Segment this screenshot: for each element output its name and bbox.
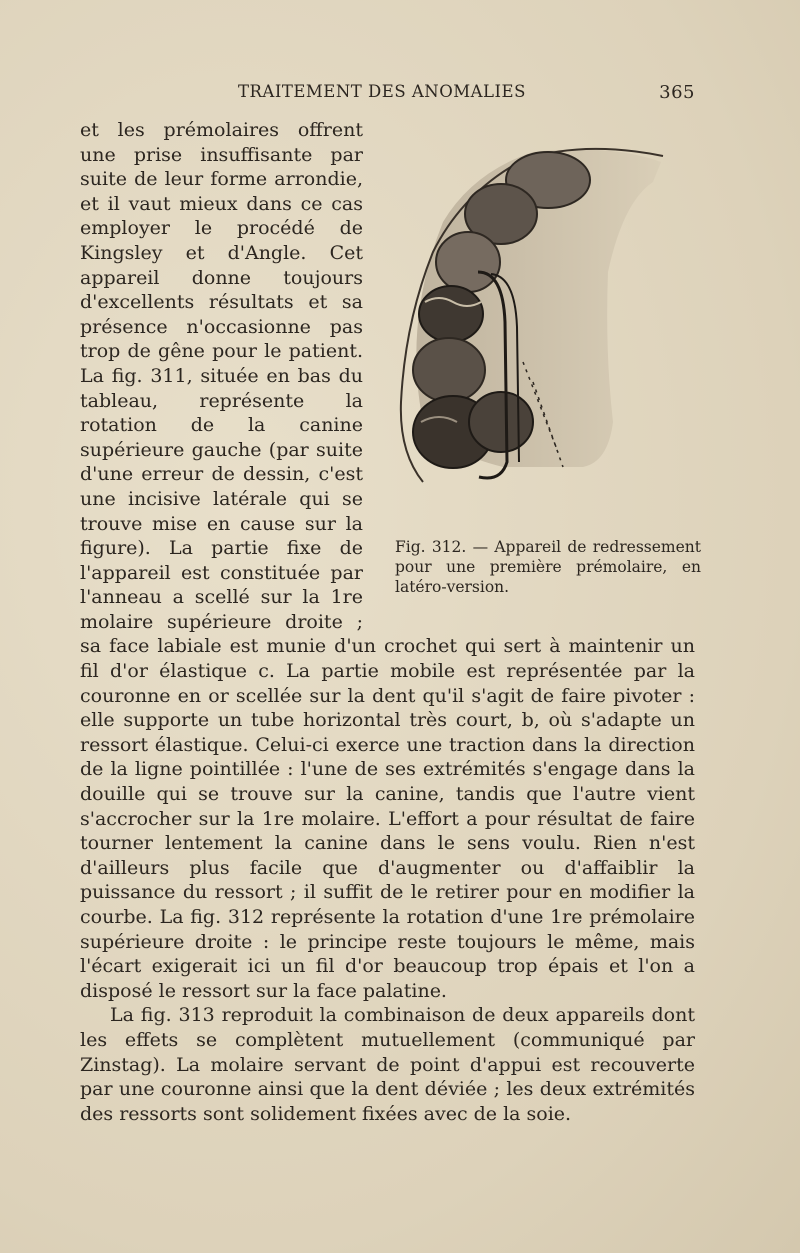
paragraph-2: La fig. 313 reproduit la combinaison de deux appareils dont les effets se complètent mutuellement (communiqué par Zinstag). La molaire servant de point d'appui est recouverte par une couronne ainsi que la dent déviée ; les deux extrémités des ressorts sont solidement fixées avec de la soie. (80, 1004, 695, 1125)
figure-caption: Fig. 312. — Appareil de redressement pour une première prémolaire, en latéro-version. (395, 538, 701, 596)
running-header (78, 82, 695, 106)
running-title: TRAITEMENT DES ANOMALIES (238, 82, 526, 101)
page-number: 365 (659, 82, 695, 103)
paragraph-1 (80, 118, 701, 1003)
figure-312 (383, 122, 701, 632)
dental-arch-engraving (383, 122, 701, 532)
paragraph-1-text: et les prémolaires offrent une prise insuffisante par suite de leur forme arrondie, et il vaut mieux dans ce cas employer le procédé de Kingsley et d'Angle. Cet appareil donne toujours d'excellents résultats et sa présence n'occasionne pas trop de gêne pour le patient. La fig. 311, située en bas du tableau, représente la rotation de la canine supérieure gauche (par suite d'une erreur de dessin, c'est une incisive latérale qui se trouve mise en cause sur la figure). La partie fixe de l'appareil est constituée par l'anneau a scellé sur la 1re molaire supérieure droite ; sa face labiale est munie d'un crochet qui sert à maintenir un fil d'or élastique c. La partie mobile est représentée par la couronne en or scellée sur la dent qu'il s'agit de faire pivoter : elle supporte un tube horizontal très court, b, où s'adapte un ressort élastique. Celui-ci exerce une traction dans la direction de la ligne pointillée : l'une de ses extrémités s'engage dans la douille qui se trouve sur la canine, tandis que l'autre vient s'accrocher sur la 1re molaire. L'effort a pour résultat de faire tourner lentement la canine dans le sens voulu. Rien n'est d'ailleurs plus facile que d'augmenter ou d'affaiblir la puissance du ressort ; il suffit de le retirer pour en modifier la courbe. La fig. 312 représente la rotation d'une 1re prémolaire supérieure droite : le principe reste toujours le même, mais l'écart exigerait ici un fil d'or beaucoup trop épais et l'on a disposé le ressort sur la face palatine. (80, 119, 695, 1002)
text-body (80, 118, 701, 1126)
